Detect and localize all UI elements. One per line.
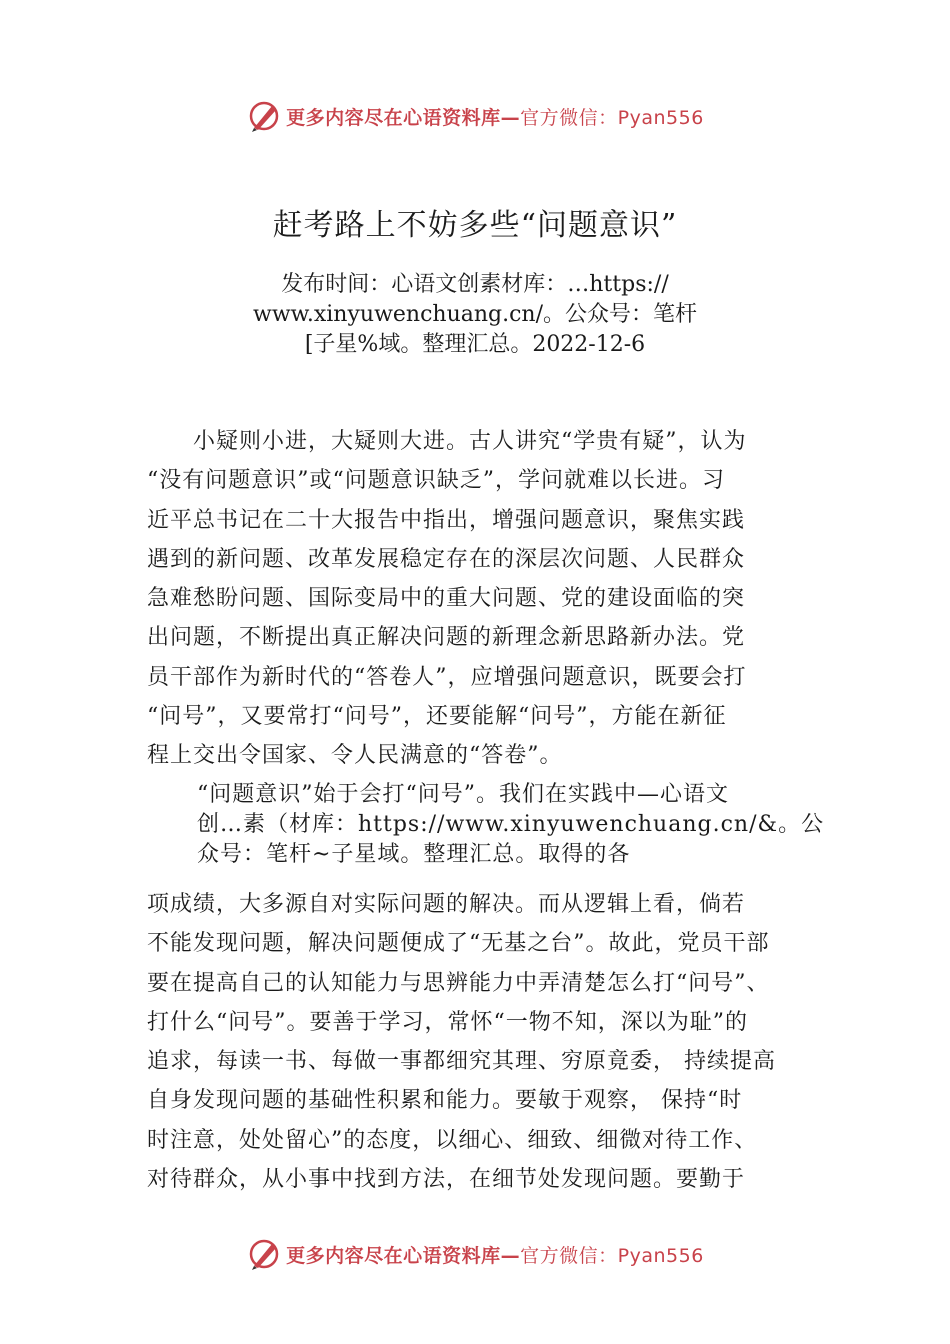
text-line: “问号”，又要常打“问号”，还要能解“问号”，方能在新征 (147, 704, 727, 730)
text-line: 程上交出令国家、令人民满意的“答卷”。 (147, 743, 563, 769)
text-line: “问题意识”始于会打“问号”。我们在实践中—心语文 (197, 782, 729, 807)
page-title: 赶考路上不妨多些“问题意识” (272, 208, 678, 243)
text-line: 追求，每读一书、每做一事都细究其理、穷原竟委， 持续提高 (147, 1049, 776, 1075)
text-line: 急难愁盼问题、国际变局中的重大问题、党的建设面临的突 (147, 586, 746, 612)
footer-banner-text: 更多内容尽在心语资料库—官方微信：Pyan556 (286, 1244, 704, 1267)
pen-logo-icon (246, 98, 282, 134)
publish-meta (230, 270, 720, 360)
text-line: 出问题，不断提出真正解决问题的新理念新思路新办法。党 (147, 625, 746, 651)
text-line: 小疑则小进，大疑则大进。古人讲究“学贵有疑”，认为 (147, 429, 747, 454)
paragraph-2 (197, 780, 837, 870)
paragraph-1 (147, 422, 837, 776)
text-line: 创…素（材库：https://www.xinyuwenchuang.cn/&。公 (197, 812, 825, 837)
text-line: 遇到的新问题、改革发展稳定存在的深层次问题、人民群众 (147, 546, 746, 572)
text-line: 时注意，处处留心”的态度，以细心、细致、细微对待工作、 (147, 1127, 758, 1153)
meta-line: [子星%域。整理汇总。2022-12-6 (304, 332, 646, 357)
text-line: 打什么“问号”。要善于学习，常怀“一物不知，深以为耻”的 (147, 1009, 748, 1035)
header-banner (0, 96, 950, 136)
text-line: 要在提高自己的认知能力与思辨能力中弄清楚怎么打“问号”、 (147, 970, 770, 996)
text-line: 不能发现问题，解决问题便成了“无基之台”。故此，党员干部 (147, 931, 770, 957)
pen-logo-icon (246, 1236, 282, 1272)
text-line: 员干部作为新时代的“答卷人”，应增强问题意识，既要会打 (147, 664, 747, 690)
text-line: 项成绩，大多源自对实际问题的解决。而从逻辑上看，倘若 (147, 892, 746, 917)
header-banner-text: 更多内容尽在心语资料库—官方微信：Pyan556 (286, 106, 704, 129)
footer-banner (0, 1234, 950, 1274)
meta-line: 发布时间：心语文创素材库：…https:// (281, 272, 669, 297)
text-line: “没有问题意识”或“问题意识缺乏”，学问就难以长进。习 (147, 468, 725, 494)
text-line: 近平总书记在二十大报告中指出，增强问题意识，聚焦实践 (147, 507, 746, 533)
text-line: 自身发现问题的基础性积累和能力。要敏于观察， 保持“时 (147, 1088, 743, 1114)
paragraph-3 (147, 885, 837, 1199)
meta-line: www.xinyuwenchuang.cn/。公众号：笔杆 (252, 302, 698, 327)
text-line: 对待群众，从小事中找到方法，在细节处发现问题。要勤于 (147, 1167, 746, 1193)
text-line: 众号：笔杆~子星域。整理汇总。取得的各 (197, 842, 631, 867)
